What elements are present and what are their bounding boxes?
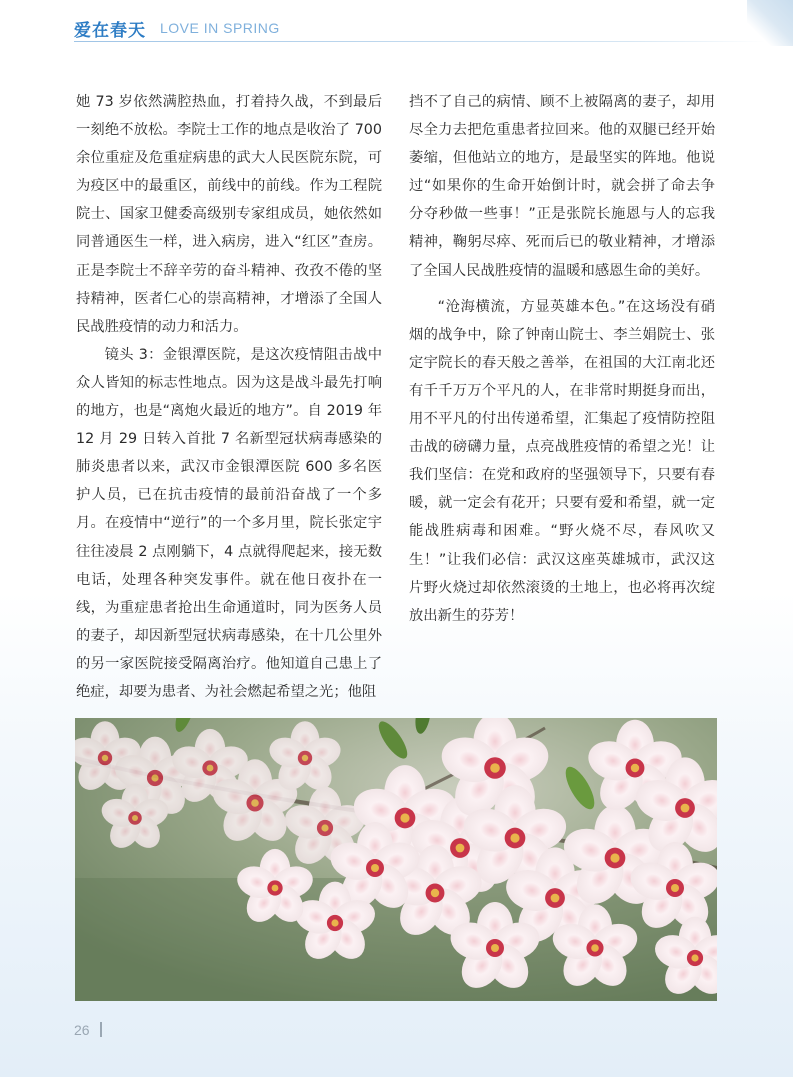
blossom-illustration bbox=[75, 718, 717, 1001]
article-column-left bbox=[76, 88, 382, 706]
paragraph: 镜头 3：金银潭医院，是这次疫情阻击战中众人皆知的标志性地点。因为这是战斗最先打响的地方，也是“离炮火最近的地方”。自 2019 年 12 月 29 日转入首批 7 名新型冠状病毒感染的肺炎患者以来，武汉市金银潭医院 600 多名医护人员，已在抗击疫情的最前沿奋战了一个多月。在疫情中“逆行”的一个多月里，院长张定宇往往凌晨 2 点刚躺下，4 点就得爬起来，接无数电话，处理各种突发事件。就在他日夜扑在一线，为重症患者抢出生命通道时，同为医务人员的妻子，却因新型冠状病毒感染，在十几公里外的另一家医院接受隔离治疗。他知道自己患上了绝症，却要为患者、为社会燃起希望之光；他阻 bbox=[76, 346, 382, 700]
paragraph: 她 73 岁依然满腔热血，打着持久战，不到最后一刻绝不放松。李院士工作的地点是收治了 700 余位重症及危重症病患的武大人民医院东院，可为疫区中的最重区，前线中的前线。作为工程院院士、国家卫健委高级别专家组成员，她依然如同普通医生一样，进入病房，进入“红区”查房。正是李院士不辞辛劳的奋斗精神、孜孜不倦的坚持精神，医者仁心的崇高精神，才增添了全国人民战胜疫情的动力和活力。 bbox=[76, 94, 382, 335]
header-title-cn: 爱在春天 bbox=[74, 20, 146, 41]
page-number-divider bbox=[100, 1022, 102, 1037]
header-divider bbox=[74, 41, 765, 42]
article-column-right bbox=[409, 88, 715, 630]
cherry-blossom-photo bbox=[75, 718, 717, 1001]
page-number: 26 bbox=[74, 1022, 90, 1038]
paragraph: 挡不了自己的病情、顾不上被隔离的妻子，却用尽全力去把危重患者拉回来。他的双腿已经开始萎缩，但他站立的地方，是最坚实的阵地。他说过“如果你的生命开始倒计时，就会拼了命去争分夺秒做一些事！”正是张院长施恩与人的忘我精神，鞠躬尽瘁、死而后已的敬业精神，才增添了全国人民战胜疫情的温暖和感恩生命的美好。 bbox=[409, 94, 715, 279]
page-header bbox=[74, 16, 280, 40]
corner-decoration bbox=[747, 0, 793, 46]
paragraph: “沧海横流，方显英雄本色。”在这场没有硝烟的战争中，除了钟南山院士、李兰娟院士、张定宇院长的春天般之善举，在祖国的大江南北还有千千万万个平凡的人，在非常时期挺身而出，用不平凡的付出传递希望，汇集起了疫情防控阻击战的磅礴力量，点亮战胜疫情的希望之光！让我们坚信：在党和政府的坚强领导下，只要有春暖，就一定会有花开；只要有爱和希望，就一定能战胜病毒和困难。“野火烧不尽，春风吹又生！”让我们必信：武汉这座英雄城市，武汉这片野火烧过却依然滚烫的土地上，也必将再次绽放出新生的芬芳！ bbox=[409, 298, 715, 624]
header-title-en: LOVE IN SPRING bbox=[160, 20, 280, 36]
